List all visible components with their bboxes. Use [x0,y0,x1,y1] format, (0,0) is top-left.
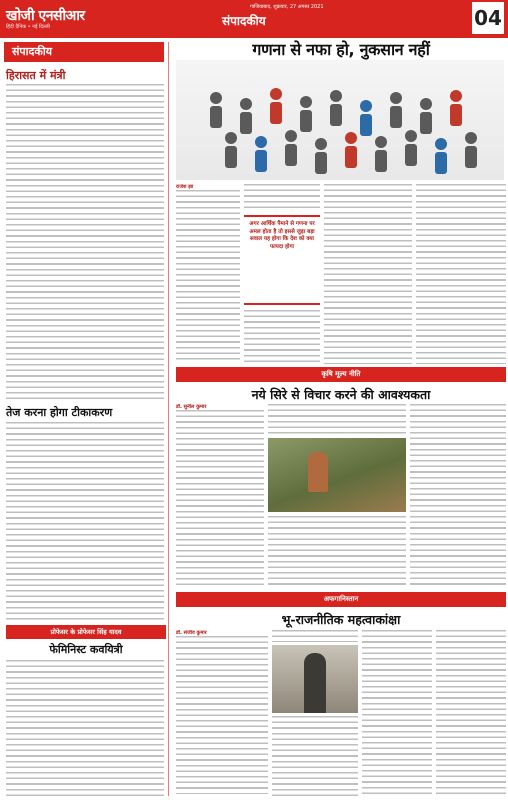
afghan-body-col2-bottom [272,716,358,796]
guest-column-body [6,660,164,796]
newspaper-logo: खोजी एनसीआर [6,8,85,24]
page-number: 04 [472,2,504,34]
lead-headline: गणना से नफा हो, नुकसान नहीं [252,40,430,59]
afghan-body-col3 [362,630,432,796]
vaccination-body [6,422,164,620]
editorial-subhead: तेज करना होगा टीकाकरण [6,406,113,419]
editorial-body [6,84,164,400]
lead-byline: राजेश झा [176,184,194,190]
farm-body-col1 [176,404,264,588]
editorial-title: हिरासत में मंत्री [6,69,66,82]
lead-body-col4 [416,184,506,364]
dateline: गाजियाबाद, शुक्रवार, 27 अगस्त 2021 [250,4,324,10]
lead-body-col2-bottom [244,310,320,364]
lead-pull-quote: अगर आर्थिक पैमाने से गणना पर अमल होता है तो इससे जुड़ा बड़ा सवाल यह होगा कि देश को क्या फायदा होगा [244,215,320,305]
afghan-body-col1 [176,630,268,796]
lead-illustration [176,60,504,180]
crowd-illustration-icon [176,60,504,180]
farm-policy-banner: कृषि मूल्य नीति [176,367,506,382]
afghan-body-col4 [436,630,506,796]
guest-column-banner: प्रोफेसर के प्रोफेसर सिंह यादव [6,625,166,639]
afghanistan-headline: भू-राजनीतिक महत्वाकांक्षा [281,612,401,627]
section-title: संपादकीय [222,14,266,28]
lead-body-col3 [324,184,412,364]
editorial-banner: संपादकीय [4,42,164,62]
soldier-photo [272,645,358,713]
masthead-meta: हिंदी दैनिक • नई दिल्ली [6,24,50,30]
lead-body-col1 [176,184,240,364]
afghanistan-banner: अफगानिस्तान [176,592,506,607]
farm-body-col2-top [268,404,406,434]
farm-body-col3 [410,404,506,588]
farm-byline: डॉ. सुनील कुमार [176,404,207,410]
farm-body-col2-bottom [268,516,406,588]
afghan-body-col2-top [272,630,358,642]
guest-column-title: फेमिनिस्ट कवयित्री [49,643,123,656]
column-divider [168,42,169,796]
farm-policy-headline: नये सिरे से विचार करने की आवश्यकता [251,387,431,402]
farm-worker-photo [268,438,406,512]
masthead [0,0,508,38]
afghan-byline: डॉ. संजीव कुमार [176,630,207,636]
lead-body-col2-top [244,184,320,212]
